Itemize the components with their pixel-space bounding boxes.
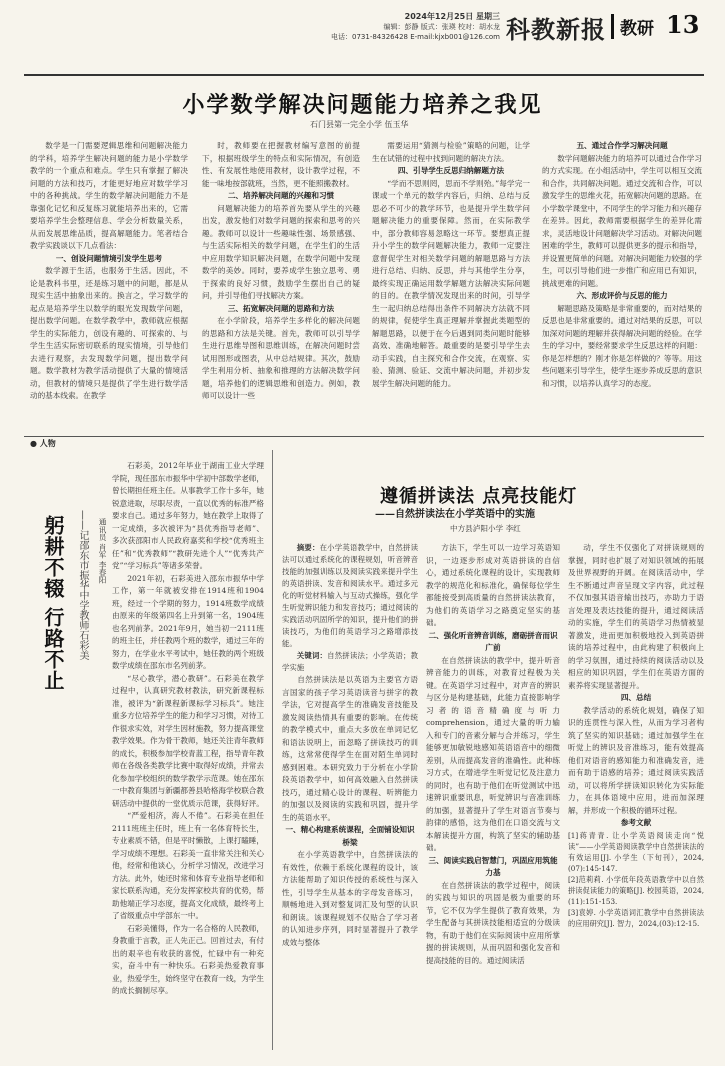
keywords bbox=[282, 650, 418, 674]
section-tag: ● 人物 bbox=[30, 438, 56, 448]
article1-byline: 石门县第一完全小学 伍玉华 bbox=[310, 120, 409, 129]
section-divider bbox=[24, 436, 704, 437]
article1-col3 bbox=[372, 140, 530, 430]
person-title: 躬耕不辍 行路不止 bbox=[41, 515, 65, 691]
reference: [2]范莉莉. 小学低年段英语教学中以自然拼读促读能力的策略[J]. 校园英语，2024,(11):151-153. bbox=[568, 874, 704, 906]
reference: [3]袁婷. 小学英语词汇教学中自然拼读法的应用研究[J]. 智力，2024,(03):12-15. bbox=[568, 907, 704, 928]
person-subtitle: ——记邵东市振华中学教师石彩美 bbox=[77, 510, 88, 660]
article2-subtitle: ——自然拼读法在小学英语中的实施 bbox=[375, 509, 535, 520]
article1-col1 bbox=[30, 140, 188, 430]
section-name: 教研 bbox=[611, 14, 654, 39]
section-heading: 三、阅读实践启智慧门，巩固应用筑能力基 bbox=[428, 855, 558, 877]
article2-colA bbox=[282, 542, 418, 1050]
section-heading: 四、引导学生反思归纳解题方法 bbox=[397, 166, 505, 175]
paragraph: “学而不思则罔，思而不学则殆。”每学完一课或一个单元的数学内容后，归纳、总结与反思必不可少的教学环节，也是提升学生数学问题解决能力的重要保障。然而，在实际教学中，部分教师容易忽略这一环节。要想真正提升小学生的数学问题解决能力，教师一定要注意督促学生对相关数学问题的解题思路与方法进行总结、归纳、反思，并与其他学生分享，最终实现正确运用数学解题方法解决实际问题的目的。在教学情况发现出来的时间，引导学生一起归纳总结得出条件不同解决方法就不同的规律，促使学生真正理解并掌握此类题型的解题思路，以便于在今后遇到同类问题时能够高效、准确地解答。最重要的是要引导学生去动手实践，自主探究和合作交流，在观察、实验、猜测、验证、交流中解决问题，并初步发展学生解决问题的能力。 bbox=[372, 178, 530, 388]
paragraph: 时，教师要在把握教材编写意图的前提下，根据班级学生的特点和实际情况，有创造性、有发展性地使用教材，设计教学过程，不能一味地按部就班，当然，更不能照搬教材。 bbox=[202, 141, 360, 188]
phone-line: 电话：0731-84326428 E-mail:kjxb001@126.com bbox=[331, 33, 500, 41]
paragraph: 数学问题解决能力的培养可以通过合作学习的方式实现。在小组活动中，学生可以相互交流和合作，共同解决问题。通过交流和合作，可以激发学生的思维火花，拓宽解决问题的思路。在小学数学课堂中，不同学生的学习能力和兴趣存在差异。因此，教师需要根据学生的差异化需求，灵活地设计问题解决学习活动。对解决问题困难的学生，教师可以提供更多的提示和指导，并设置更简单的问题。对解决问题能力较强的学生，可以引导他们进一步推广和应用已有知识，挑战更难的问题。 bbox=[542, 153, 702, 288]
editor-line: 编辑：彭静 版式：张瑛 校对：胡水龙 bbox=[383, 23, 500, 31]
paragraph: 石彩美懂得，作为一名合格的人民教师，身教重于言教，正人先正己。回首过去，有付出的艰辛也有收获的喜悦，忙碌中有一种充实，奋斗中有一种快乐。石彩美热爱教育事业，热爱学生，始终坚守在教育一线，为学生的成长搁制尽享。 bbox=[112, 923, 264, 995]
article1-col4 bbox=[542, 140, 702, 430]
section-heading: 五、通过合作学习解决问题 bbox=[576, 141, 668, 150]
paragraph: “尽心教学，潜心教研”。石彩美在教学过程中，认真研究教材教法，研究新课程标准，被评为“新课程新课标学习标兵”。她注重多方位培养学生的能力和学习习惯，对待工作很求实效，对学生因材施教，努力提高课堂教学效果。作为骨干教师，她还关注青年教师的成长，积极参加学校青蓝工程，指导青年教师在各级各类教学比赛中取得好成绩，并常去化参加学校组织的数学教学示范课。她在邵东一中教育集团与新疆都善县哈格海学校联合教研活动中提供的一堂优质示范课，获得好评。 bbox=[112, 673, 264, 808]
paragraph: 在自然拼读法的教学过程中，阅读的实践与知识的巩固是极为重要的环节，它不仅为学生提供了教育效果，为学生配备与其拼读技能相适宜的分级读物，有助于他们在实际阅读中应用所掌握的拼读规则，从而巩固和强化发音和提高技能的目的。通过阅读活 bbox=[426, 880, 560, 965]
paragraph: 需要运用“猜测与检验”策略的问题，让学生在试错的过程中找到问题的解决方法。 bbox=[372, 141, 530, 163]
references-title: 参考文献 bbox=[620, 818, 652, 827]
paragraph: 教学活动的系统化规划，确保了知识的连贯性与深入性，从而为学习者构筑了坚实的知识基础；通过加强学生在听觉上的辨识及音准练习，能有效提高他们对语音的感知能力和准确发音，进而有助于语感的培养；通过阅读实践活动，可以将所学拼读知识转化为实际能力，在具体语境中应用，进而加深理解，并形成一个积极的循环过程。 bbox=[568, 705, 704, 815]
section-heading: 二、强化听音辨音训练，磨砺拼音而识广前 bbox=[428, 630, 558, 652]
article2-colC bbox=[568, 542, 704, 1050]
masthead-rule bbox=[24, 74, 704, 76]
abstract-text: 在小学英语教学中，自然拼读法可以通过系统化的课程规划，听音辨音技能的加强训练以及阅读实践来提升学生的英语拼读、发音和阅读水平。通过多元化的听觉材料输入与互动式操练，强化学生听觉辨识能力和发音技巧；通过阅读的实践活动巩固所学的知识，提升他们的拼读技巧，为他们的英语学习之路增添技能。 bbox=[282, 543, 418, 648]
article2-byline: 中方县泸阳小学 李红 bbox=[450, 524, 521, 533]
paragraph: 在自然拼读法的教学中，提升听音辨音能力的训练，对教育过程极为关键。在英语学习过程中，对声音的辨识与区分是构建基础，此能力直接影响学习者的语音精确度与听力comprehension，通过大量的听力输入和专门的音素分解与合并练习，学生能够更加敏锐地感知英语语音中的细微差别，从而提高发音的准确性。此种练习方式，在增进学生听觉记忆及注意力的同时，也有助于他们在听觉测试中迅速辨识重要讯息，听觉辨识与音准训练的加强，显著提升了学生对语言节奏与韵律的感悟，这为他们在口语交流与文本解读提升方面，构筑了坚实的辅助基础。 bbox=[426, 655, 560, 852]
paragraph: 石彩美，2012年毕业于湖南工业大学理学院，现任邵东市振华中学初中部数学老师，曾长期担任班主任。从事教学工作十多年，她锐意进取，尽职尽责，一直以优秀的标准严格要求自己。通过多年努力，她在教学上取得了一定成绩，多次被评为“县优秀指导老师”、多次获邵阳市人民政府嘉奖和学校“优秀班主任”和“优秀教师”“教研先进个人”“优秀共产党”“学习标兵”等诸多荣誉。 bbox=[112, 461, 264, 570]
masthead bbox=[0, 0, 725, 74]
article2-colB bbox=[426, 542, 560, 1050]
section-heading: 三、拓宽解决问题的思路和方法 bbox=[227, 303, 335, 313]
section-heading: 一、创设问题情境引发学生思考 bbox=[55, 253, 163, 263]
reference: [1]蒋青青. 让小学英语阅读走向“悦读”——小学英语阅读教学中自然拼读法的有效运用[J]. 小学生（下旬刊），2024,(07):145-147. bbox=[568, 830, 704, 873]
keywords-label: 关键词： bbox=[296, 651, 328, 660]
person-author: 通讯员 肖军 李春阳 bbox=[98, 518, 107, 584]
section-heading: 四、总结 bbox=[620, 693, 652, 702]
paragraph: 数学源于生活，也服务于生活。因此，不论是教科书里，还是练习题中的问题，都是从现实生活中抽象出来的。换言之，学习数学的起点是培养学生以数学的眼光发现数学问题，提出数学问题。在数学教学中，教师就应根据学生的实际能力，创设有趣的、可探索的、与学生生活实际密切联系的现实情境，引导他们去进行观察，去发现数学问题，提出数学问题。数学教材为教学活动提供了大量的情境活动，但教材的情境只是提供了学生进行数学活动的基本线索。在教学 bbox=[30, 266, 188, 400]
section-tag-label: 人物 bbox=[39, 438, 56, 448]
paragraph: 在小学阶段，培养学生多样化的解决问题的思路和方法是关键。首先，教师可以引导学生进行思维导图和思维训练，在解决问题时尝试用图形或图表，从中总结规律。其次，鼓励学生利用分析、抽象和推理的方法解决数学问题，培养他们的逻辑思维和创造力。例如，教师可以设计一些 bbox=[202, 316, 360, 400]
page-number: 13 bbox=[666, 10, 700, 39]
paragraph: 在小学英语教学中，自然拼读法的有效性，依赖于系统化课程的设计，该方法能帮助了知识传授的系统性与深入性，引导学生从基本的字母发音练习，顺畅地进入到对整复词汇及句型的认识和朗读。该课程规划不仅贴合了学习者的认知进步序列，同时显著提升了教学成效与整体 bbox=[282, 850, 418, 947]
date-line: 2024年12月25日 星期三 bbox=[404, 12, 500, 21]
person-body bbox=[112, 460, 264, 1050]
paper-name: 科教新报 bbox=[506, 15, 606, 44]
keywords-text: 自然拼读法；小学英语；教学实施 bbox=[282, 651, 418, 672]
paragraph: 2021年初，石彩美进入邵东市振华中学工作，第一年就被安排在1914班和1904班，经过一个学期的努力，1914班数学成绩由原来的年级第四名上升到第一名，1904班也名列前茅。2021年9月，她当初一2111班的班主任，并任教两个班的数学，通过三年的努力，在学业水平考试中，她任教的两个班级数学成绩在邵东市名列前茅。 bbox=[112, 573, 264, 670]
abstract-label: 摘要： bbox=[296, 543, 320, 552]
article2-title: 遵循拼读法 点亮技能灯 bbox=[380, 486, 578, 507]
paragraph: 问题解决能力的培养首先要从学生的兴趣出发，激发他们对数学问题的探索和思考的兴趣。教师可以设计一些趣味性强、场景感强、与生活实际相关的数学问题，在学生们的生活中应用数学知识解决问题，在数学问题中发现数学的美妙。同时，要养成学生独立思考、勇于探索的良好习惯，鼓励学生摆出自己的疑问，并引导他们寻找解决方案。 bbox=[202, 203, 360, 300]
column-divider bbox=[272, 450, 273, 1050]
paragraph: 解题思路及策略是非常重要的，而对结果的反思也是非常重要的。通过对结果的反思，可以加深对问题的理解并获得解决问题的经验。在学生的学习中，要经常要求学生反思这样的问题：你是怎样想的？刚才你是怎样做的？等等。用这些问题来引导学生，使学生逐步养成反思的意识和习惯，以培养认真学习的态度。 bbox=[542, 303, 702, 388]
section-heading: 六、形成评价与反思的能力 bbox=[576, 291, 668, 300]
paragraph: “严爱相济，海人不倦”。石彩美在担任2111班班主任时，班上有一名体育特长生，专业素质不错，但是平时懒散，上课打瞌睡，学习成绩不理想。石彩美一直非常关注和关心他，经常和他谈心，分析学习情况，改进学习方法。此外，她还时常和体育专业指导老师和家长联系沟通，充分发挥家校共育的优势，帮助他端正学习态度，提高文化成绩，最终考上了省级重点中学部东一中。 bbox=[112, 811, 264, 920]
section-heading: 一、精心构建系统课程，全面铺设知识桥梁 bbox=[285, 825, 415, 847]
article1-title: 小学数学解决问题能力培养之我见 bbox=[182, 92, 543, 118]
paragraph: 数学是一门需要逻辑思维和问题解决能力的学科，培养学生解决问题的能力是小学数学教学的一个重点和难点。学生只有掌握了解决问题的方法和技巧，才能更好地应对数学学习中的各种挑战。学生的数学解决问题能力不是靠强化记忆和反复练习就能培养出来的，它需要培养学生会整理信息、学会分析数量关系，从而发展思维品质，提高解题能力。笔者结合教学实践谈以下几点看法： bbox=[30, 141, 188, 250]
paragraph: 方法下，学生可以一边学习英语知识，一边逐步形成对英语拼读的自信心，通过系统化课程的设计，实现教师教学的规范化和标准化，确保每位学生都能接受到高质量的自然拼读法教育，为他们的英语学习之路奠定坚实的基础。 bbox=[426, 543, 560, 627]
masthead-info bbox=[330, 12, 500, 42]
paragraph: 自然拼读法是以英语为主要官方语言国家的孩子学习英语读音与拼字的教学法，它对提高学生的准确发音技能及激发阅读热情具有重要的影响。在传统的教学模式中，重点大多放在单词记忆和语法说明上，而忽略了拼读技巧的训练，这常常使得学生在面对陌生单词时感到困难。本研究致力于分析在小学阶段英语教学中，如何高效融入自然拼读技巧，通过精心设计的课程、听辨能力的加强以及阅读的实践和巩固，提升学生的英语水平。 bbox=[282, 675, 418, 822]
article1-col2 bbox=[202, 140, 360, 430]
abstract bbox=[282, 542, 418, 650]
paragraph: 动，学生不仅强化了对拼读规则的掌握，同时也扩展了对知识领域的拓展及世界视野的开阔。在阅读活动中，学生不断通过声音呈现文字内容，此过程不仅加强其语音输出技巧，亦助力于语言处理及表达技能的提升，通过阅读活动的实施，学生们的英语学习热情被显著激发，进而更加积极地投入到英语拼读的培养过程中，由此构建了积极向上的学习氛围，通过持续的阅读活动以及相应的知识巩固，学生们在英语方面的素养将实现显著提升。 bbox=[568, 543, 704, 690]
section-heading: 二、培养解决问题的兴趣和习惯 bbox=[227, 191, 335, 200]
